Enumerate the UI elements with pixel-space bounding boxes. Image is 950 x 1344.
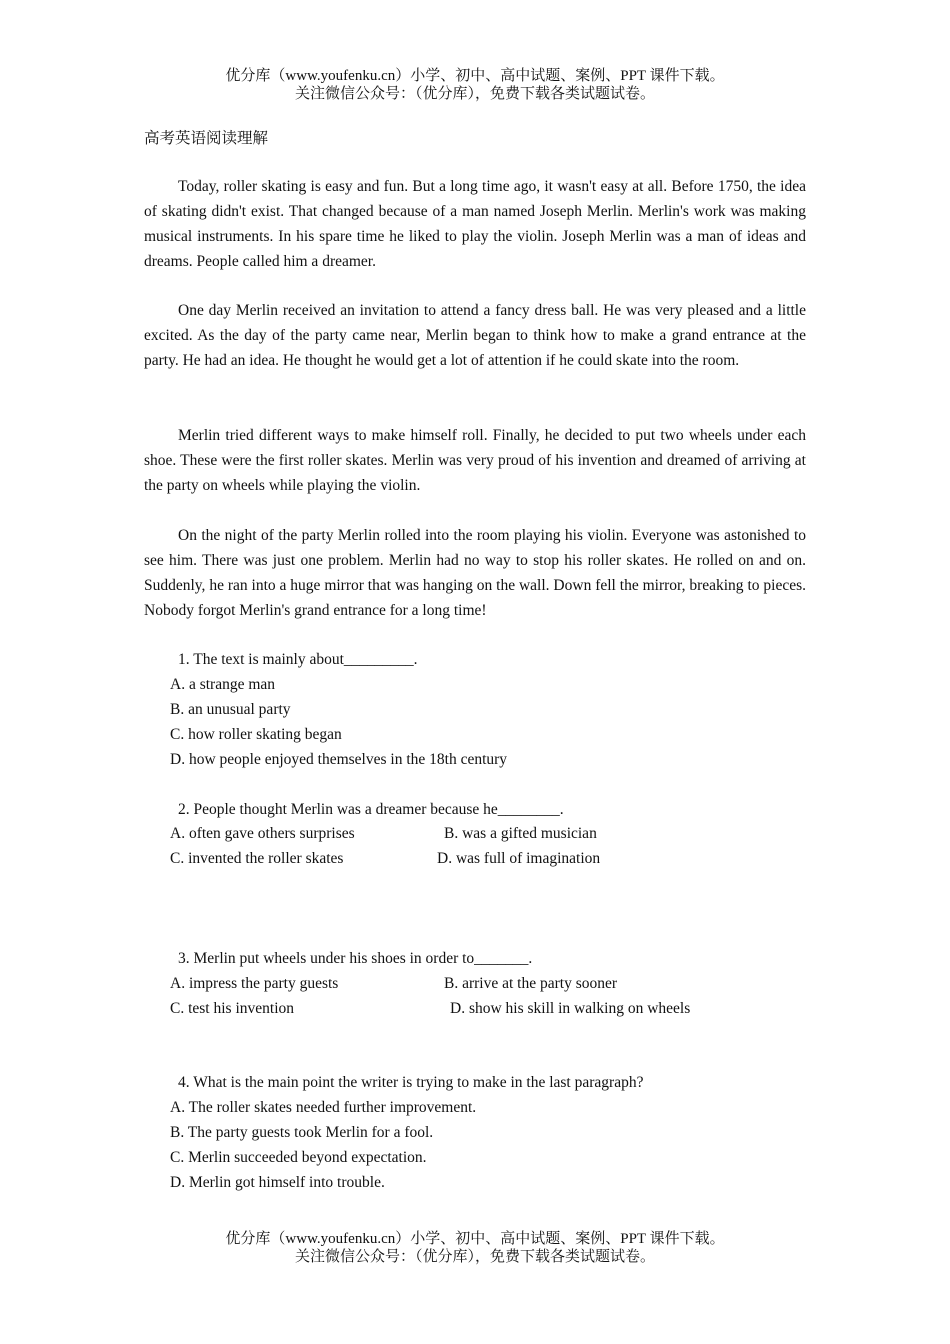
question-3-option-d: D. show his skill in walking on wheels	[450, 1000, 691, 1017]
question-3-option-a: A. impress the party guests	[170, 975, 339, 992]
question-4-option-a: A. The roller skates needed further improvement.	[170, 1099, 477, 1116]
question-2-option-a: A. often gave others surprises	[170, 825, 355, 842]
document-title: 高考英语阅读理解	[144, 130, 269, 147]
question-2-stem: 2. People thought Merlin was a dreamer because he________.	[178, 801, 564, 818]
question-1-option-b: B. an unusual party	[170, 701, 291, 718]
question-2-option-d: D. was full of imagination	[437, 850, 601, 867]
footer-line-1: 优分库（www.youfenku.cn）小学、初中、高中试题、案例、PPT 课件下载。	[225, 1231, 725, 1247]
passage-paragraph-4: On the night of the party Merlin rolled into the room playing his violin. Everyone was astonished to see him. There was just one problem. Merlin had no way to stop his roller skates. He rolled on and on. Suddenly, he ran into a huge mirror that was hanging on the wall. Down fell the mirror, breaking to pieces. Nobody forgot Merlin's grand entrance for a long time!	[144, 527, 806, 619]
question-1-option-a: A. a strange man	[170, 676, 276, 693]
question-4-stem: 4. What is the main point the writer is trying to make in the last paragraph?	[178, 1074, 644, 1091]
question-3-option-b: B. arrive at the party sooner	[444, 975, 618, 992]
header-line-2: 关注微信公众号：（优分库），免费下载各类试题试卷。	[294, 86, 655, 102]
question-4-option-b: B. The party guests took Merlin for a fool.	[170, 1124, 434, 1141]
question-1-option-d: D. how people enjoyed themselves in the 18th century	[170, 751, 508, 768]
question-3-option-c: C. test his invention	[170, 1000, 294, 1017]
question-2-option-b: B. was a gifted musician	[444, 825, 597, 842]
question-3-stem: 3. Merlin put wheels under his shoes in order to_______.	[178, 950, 533, 967]
question-4-option-d: D. Merlin got himself into trouble.	[170, 1174, 385, 1191]
page-header	[0, 67, 950, 103]
header-line-1: 优分库（www.youfenku.cn）小学、初中、高中试题、案例、PPT 课件下载。	[225, 68, 725, 84]
question-4-option-c: C. Merlin succeeded beyond expectation.	[170, 1149, 427, 1166]
question-1-stem: 1. The text is mainly about_________.	[178, 651, 418, 668]
passage-paragraph-3: Merlin tried different ways to make himself roll. Finally, he decided to put two wheels under each shoe. These were the first roller skates. Merlin was very proud of his invention and dreamed of arriving at the party on wheels while playing the violin.	[144, 427, 806, 494]
page-footer	[0, 1230, 950, 1266]
footer-line-2: 关注微信公众号：（优分库），免费下载各类试题试卷。	[294, 1249, 655, 1265]
passage-paragraph-2: One day Merlin received an invitation to attend a fancy dress ball. He was very pleased and a little excited. As the day of the party came near, Merlin began to think how to make a grand entrance at the party. He had an idea. He thought he would get a lot of attention if he could skate into the room.	[144, 302, 806, 369]
passage-paragraph-1: Today, roller skating is easy and fun. But a long time ago, it wasn't easy at all. Before 1750, the idea of skating didn't exist. That changed because of a man named Joseph Merlin. Merlin's work was making musical instruments. In his spare time he liked to play the violin. Joseph Merlin was a man of ideas and dreams. People called him a dreamer.	[144, 178, 806, 270]
question-2-option-c: C. invented the roller skates	[170, 850, 344, 867]
question-1-option-c: C. how roller skating began	[170, 726, 342, 743]
